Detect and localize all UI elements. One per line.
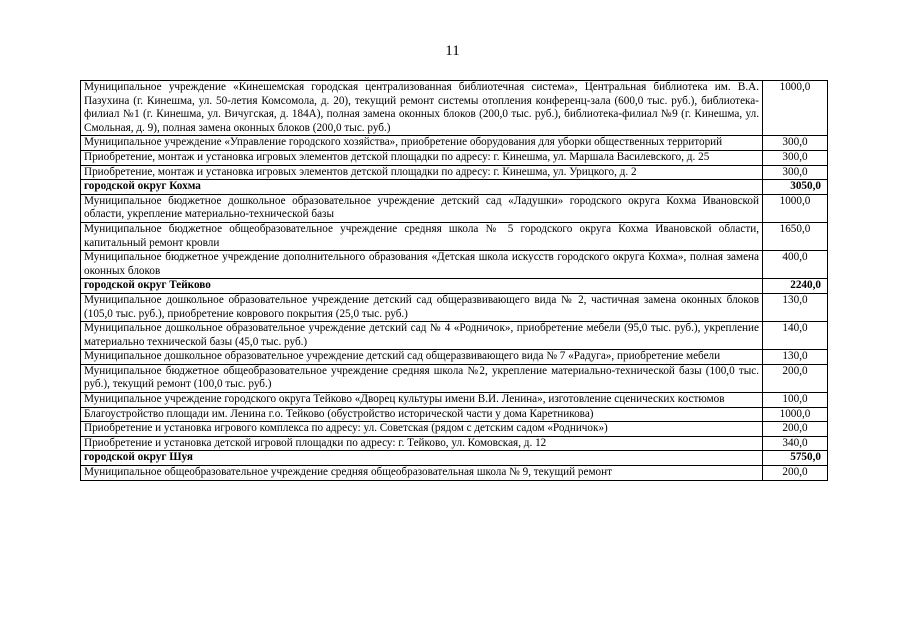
district-row: [81, 451, 828, 466]
row-description: Благоустройство площади им. Ленина г.о. Тейково (обустройство исторической части у дома Каретникова): [81, 407, 763, 422]
table-row: [81, 165, 828, 180]
table-row: [81, 136, 828, 151]
table-row: [81, 350, 828, 365]
row-description: Муниципальное бюджетное общеобразовательное учреждение средняя школа №2, укрепление материально-технической базы (100,0 тыс. руб.), текущий ремонт (100,0 тыс. руб.): [81, 364, 763, 392]
row-amount: 300,0: [763, 150, 828, 165]
district-total: 3050,0: [763, 180, 828, 195]
table-row: [81, 364, 828, 392]
row-description: Муниципальное учреждение «Управление городского хозяйства», приобретение оборудования для уборки общественных территорий: [81, 136, 763, 151]
row-description: Муниципальное учреждение «Кинешемская городская централизованная библиотечная система», Центральная библиотека им. В.А. Пазухина (г. Кинешма, ул. 50-летия Комсомола, д. 20), текущий ремонт системы отопления конференц-зала (600,0 тыс. руб.), библиотека-филиал №1 (г. Кинешма, ул. Вичугская, д. 184А), полная замена оконных блоков (200,0 тыс. руб.), библиотека-филиал №9 (г. Кинешма, ул. Смольная, д. 9), полная замена оконных блоков (200,0 тыс. руб.): [81, 81, 763, 136]
table-row: [81, 251, 828, 279]
row-description: Муниципальное дошкольное образовательное учреждение детский сад общеразвивающего вида № 7 «Радуга», приобретение мебели: [81, 350, 763, 365]
row-description: Муниципальное общеобразовательное учреждение средняя общеобразовательная школа № 9, текущий ремонт: [81, 466, 763, 481]
district-name: городской округ Кохма: [81, 180, 763, 195]
row-description: Приобретение и установка детской игровой площадки по адресу: г. Тейково, ул. Комовская, д. 12: [81, 436, 763, 451]
row-amount: 130,0: [763, 293, 828, 321]
row-description: Муниципальное бюджетное общеобразовательное учреждение средняя школа № 5 городского округа Кохма Ивановской области, капитальный ремонт кровли: [81, 222, 763, 250]
budget-table: [80, 80, 828, 481]
row-amount: 200,0: [763, 422, 828, 437]
table-row: [81, 150, 828, 165]
row-description: Муниципальное учреждение городского округа Тейково «Дворец культуры имени В.И. Ленина», изготовление сценических костюмов: [81, 393, 763, 408]
table-row: [81, 322, 828, 350]
table-body: [81, 81, 828, 481]
row-amount: 300,0: [763, 165, 828, 180]
row-amount: 140,0: [763, 322, 828, 350]
row-amount: 340,0: [763, 436, 828, 451]
table-row: [81, 422, 828, 437]
page-number: 11: [445, 43, 460, 59]
row-amount: 130,0: [763, 350, 828, 365]
row-description: Муниципальное бюджетное дошкольное образовательное учреждение детский сад «Ладушки» городского округа Кохма Ивановской области, укрепление материально-технической базы: [81, 194, 763, 222]
row-amount: 1650,0: [763, 222, 828, 250]
row-amount: 1000,0: [763, 81, 828, 136]
row-description: Приобретение, монтаж и установка игровых элементов детской площадки по адресу: г. Кинешма, ул. Урицкого, д. 2: [81, 165, 763, 180]
district-name: городской округ Тейково: [81, 279, 763, 294]
table-row: [81, 407, 828, 422]
row-amount: 1000,0: [763, 194, 828, 222]
table-row: [81, 393, 828, 408]
table-row: [81, 81, 828, 136]
row-description: Приобретение и установка игрового комплекса по адресу: ул. Советская (рядом с детским садом «Родничок»): [81, 422, 763, 437]
district-total: 2240,0: [763, 279, 828, 294]
row-amount: 1000,0: [763, 407, 828, 422]
district-row: [81, 279, 828, 294]
row-description: Муниципальное бюджетное учреждение дополнительного образования «Детская школа искусств городского округа Кохма», полная замена оконных блоков: [81, 251, 763, 279]
row-amount: 300,0: [763, 136, 828, 151]
row-amount: 400,0: [763, 251, 828, 279]
table-row: [81, 293, 828, 321]
row-amount: 200,0: [763, 466, 828, 481]
district-name: городской округ Шуя: [81, 451, 763, 466]
table-row: [81, 436, 828, 451]
row-description: Муниципальное дошкольное образовательное учреждение детский сад № 4 «Родничок», приобретение мебели (95,0 тыс. руб.), укрепление материально технической базы (45,0 тыс. руб.): [81, 322, 763, 350]
table-row: [81, 194, 828, 222]
row-amount: 100,0: [763, 393, 828, 408]
row-amount: 200,0: [763, 364, 828, 392]
district-row: [81, 180, 828, 195]
district-total: 5750,0: [763, 451, 828, 466]
row-description: Приобретение, монтаж и установка игровых элементов детской площадки по адресу: г. Кинешма, ул. Маршала Василевского, д. 25: [81, 150, 763, 165]
table-row: [81, 222, 828, 250]
row-description: Муниципальное дошкольное образовательное учреждение детский сад общеразвивающего вида № 2, частичная замена оконных блоков (105,0 тыс. руб.), приобретение коврового покрытия (25,0 тыс. руб.): [81, 293, 763, 321]
table-row: [81, 466, 828, 481]
